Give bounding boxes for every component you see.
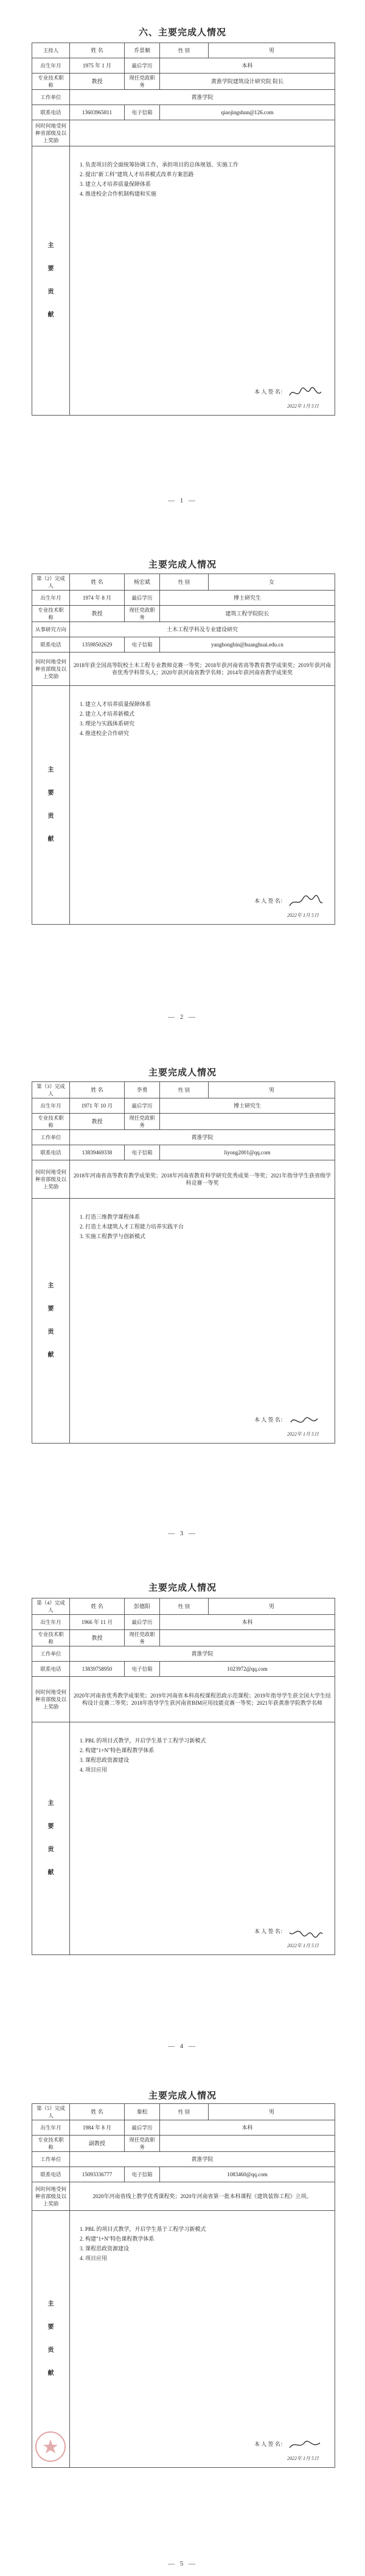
email-value: liyong2001@qq.com <box>160 1145 335 1160</box>
email-label: 电子信箱 <box>125 1662 160 1677</box>
degree-label: 最后学历 <box>125 58 160 74</box>
contribution-item: 2. 打造土木建筑人才工程能力培养实践平台 <box>80 1224 184 1230</box>
contributor-form <box>32 574 335 925</box>
post-value <box>160 2136 335 2152</box>
contribution-item: 3. 课程思政资源建设 <box>80 2245 130 2252</box>
phone-label: 联系电话 <box>32 105 70 120</box>
degree-label: 最后学历 <box>125 1615 160 1630</box>
contribution-item: 4. 项目应用 <box>80 2255 108 2261</box>
awards-value <box>70 120 335 146</box>
contribution-item: 3. 课程思政资源建设 <box>80 1757 130 1763</box>
post-label: 现任党政职 务 <box>125 1630 160 1646</box>
contribution-item: 4. 项目应用 <box>80 1767 108 1773</box>
contribution-item: 3. 理论与实践体系研究 <box>80 721 135 727</box>
page-number: — 5 — <box>168 2560 197 2567</box>
signature-date: 2022年 1月 5日 <box>287 1943 319 1948</box>
contributor-form <box>32 43 335 416</box>
contributions-list <box>80 1212 328 1241</box>
section-heading: 六、主要完成人情况 <box>138 27 226 38</box>
signature-date: 2022年 1月 5日 <box>287 1431 319 1437</box>
degree-label: 最后学历 <box>125 1098 160 1114</box>
signature-label: 本 人 签 名： <box>254 1417 286 1423</box>
title-value: 副教授 <box>70 2136 125 2152</box>
gender-value: 男 <box>209 1082 335 1098</box>
work-unit-label: 工作单位 <box>32 90 70 105</box>
contribution-item: 2. 建立人才培养新模式 <box>80 711 135 717</box>
contribution-item: 1. PBL 的项目式教学，开启学生基于工程学习新模式 <box>80 2226 206 2232</box>
post-label: 现任党政职 务 <box>125 74 160 90</box>
work-unit-value: 黄淮学院 <box>70 90 335 105</box>
signature-date: 2022年 1月 5日 <box>287 2456 319 2461</box>
name-value: 李勇 <box>125 1082 160 1098</box>
name-value: 彭德阳 <box>125 1598 160 1615</box>
signature-label: 本 人 签 名： <box>254 389 286 396</box>
title-label: 专业技术职 称 <box>32 1630 70 1646</box>
degree-label: 最后学历 <box>125 591 160 606</box>
contributions-cell <box>70 1722 335 1955</box>
phone-value: 13603965811 <box>70 105 125 120</box>
signature-row <box>70 894 335 909</box>
awards-value: 2020年河南省线上教学优秀课程奖；2020年河南省第一批本科课程《建筑装饰工程》立项。 <box>70 2182 335 2211</box>
rank-label: 第（3）完成人 <box>32 1082 70 1098</box>
birth-label: 出生年月 <box>32 1098 70 1114</box>
contributions-cell <box>70 2211 335 2468</box>
birth-value: 1971 年 10 月 <box>70 1098 125 1114</box>
degree-label: 最后学历 <box>125 2120 160 2136</box>
page-number: — 1 — <box>168 497 197 504</box>
work-unit-value: 黄淮学院 <box>70 2152 335 2167</box>
contributions-list <box>80 2224 328 2263</box>
contributions-cell <box>70 146 335 416</box>
phone-value: 13598502629 <box>70 637 125 653</box>
gender-label: 性 别 <box>160 1598 209 1615</box>
contributions-label: 主 要 贡 献 <box>32 1199 70 1444</box>
page-3 <box>0 1030 365 1546</box>
phone-label: 联系电话 <box>32 2167 70 2182</box>
awards-label: 何时何地受何种省部级及以上奖励 <box>32 1677 70 1722</box>
contributions-label: 主 要 贡 献 <box>32 2211 70 2468</box>
gender-value: 男 <box>209 1598 335 1615</box>
gender-label: 性 别 <box>160 574 209 591</box>
phone-value: 13839469338 <box>70 1145 125 1160</box>
gender-value: 女 <box>209 574 335 591</box>
work-unit-value: 黄淮学院 <box>70 1130 335 1145</box>
official-seal-icon <box>33 2430 68 2464</box>
rank-label: 第（4）完成人 <box>32 1598 70 1615</box>
degree-value: 本科 <box>160 58 335 74</box>
post-label: 现任党政职 务 <box>125 2136 160 2152</box>
post-label: 现任党政职 务 <box>125 606 160 622</box>
page-5 <box>0 2061 365 2576</box>
handwritten-signature <box>287 1924 324 1940</box>
name-field: 姓 名 <box>70 1598 125 1615</box>
signature-row <box>70 1924 335 1940</box>
degree-value: 本科 <box>160 2120 335 2136</box>
name-value: 杨宏斌 <box>125 574 160 591</box>
contributor-form <box>32 1598 335 1955</box>
contributions-label: 主 要 贡 献 <box>32 1722 70 1955</box>
contribution-item: 2. 提出"新工科"建筑人才培养模式改革方案思路 <box>80 171 194 177</box>
section-heading: 主要完成人情况 <box>148 559 217 570</box>
awards-value: 2018年获全国高等院校土木工程专业教师竞赛一等奖；2018年获河南省高等教育教学成果奖；2019年获河南省优秀学科带头人；2020年获河南省教学名师；2014年获河南省教学成果奖 <box>70 653 335 686</box>
degree-value: 本科 <box>160 1615 335 1630</box>
contribution-item: 1. 建立人才培养质量保障体系 <box>80 701 151 707</box>
phone-value: 13839758950 <box>70 1662 125 1677</box>
title-value: 教授 <box>70 1630 125 1646</box>
signature-date: 2022年 1月 5日 <box>287 913 319 918</box>
email-label: 电子信箱 <box>125 1145 160 1160</box>
signature-date: 2022年 1月 5日 <box>287 403 319 409</box>
awards-value: 2020年河南省优秀教学成果奖；2019年河南省本科高校课程思政示范课程；2019年指导学生获全国大学生结构设计竞赛二等奖；2018年指导学生获河南省BIM应用技能竞赛一等奖；2021年获黄淮学院教学名师 <box>70 1677 335 1722</box>
email-value: qiaojingshun@126.com <box>160 105 335 120</box>
contributions-cell <box>70 686 335 925</box>
name-field: 姓 名 <box>70 2104 125 2120</box>
email-label: 电子信箱 <box>125 637 160 653</box>
signature-label: 本 人 签 名： <box>254 1928 286 1935</box>
post-value: 黄淮学院建筑设计研究院 院长 <box>160 74 335 90</box>
research-field-label: 从事研究方向 <box>32 622 70 637</box>
section-heading: 主要完成人情况 <box>148 1582 217 1593</box>
phone-value: 15093336777 <box>70 2167 125 2182</box>
title-label: 专业技术职 称 <box>32 2136 70 2152</box>
signature-row <box>70 1413 335 1428</box>
birth-label: 出生年月 <box>32 1615 70 1630</box>
page-4 <box>0 1546 365 2061</box>
phone-label: 联系电话 <box>32 1145 70 1160</box>
gender-label: 性 别 <box>160 2104 209 2120</box>
contribution-item: 2. 构建"1+N"特色课程教学体系 <box>80 2236 155 2242</box>
gender-value: 男 <box>209 2104 335 2120</box>
gender-label: 性 别 <box>160 1082 209 1098</box>
contributions-label: 主 要 贡 献 <box>32 686 70 925</box>
name-value: 乔景顺 <box>125 43 160 58</box>
handwritten-signature <box>287 1413 324 1428</box>
name-value: 秦松 <box>125 2104 160 2120</box>
gender-value: 男 <box>209 43 335 58</box>
contribution-item: 4. 推进校企合作研究 <box>80 730 130 736</box>
email-label: 电子信箱 <box>125 2167 160 2182</box>
page-number: — 3 — <box>168 1530 197 1537</box>
birth-value: 1966 年 11 月 <box>70 1615 125 1630</box>
post-value: 建筑工程学院院长 <box>160 606 335 622</box>
name-field: 姓 名 <box>70 1082 125 1098</box>
email-value: yanghongbin@huanghuai.edu.cn <box>160 637 335 653</box>
signature-row <box>70 2437 335 2453</box>
awards-label: 何时何地受何种省部级及以上奖励 <box>32 653 70 686</box>
handwritten-signature <box>287 385 324 400</box>
rank-label: 第（2）完成人 <box>32 574 70 591</box>
name-field: 姓 名 <box>70 574 125 591</box>
degree-value: 博士研究生 <box>160 591 335 606</box>
title-value: 教授 <box>70 606 125 622</box>
awards-value: 2018年河南省高等教育教学成果奖；2018年河南省教育科学研究优秀成果一等奖；2021年指导学生获省级学科竞赛一等奖 <box>70 1160 335 1199</box>
contributor-form <box>32 2103 335 2468</box>
contributions-list <box>80 160 328 199</box>
handwritten-signature <box>287 894 324 909</box>
birth-label: 出生年月 <box>32 58 70 74</box>
work-unit-value: 黄淮学院 <box>70 1646 335 1662</box>
contributions-cell <box>70 1199 335 1444</box>
contribution-item: 1. 打造三维教学课程体系 <box>80 1214 141 1220</box>
signature-row <box>70 385 335 400</box>
birth-label: 出生年月 <box>32 2120 70 2136</box>
email-value: 1023972@qq.com <box>160 1662 335 1677</box>
signature-label: 本 人 签 名： <box>254 2441 286 2448</box>
handwritten-signature <box>287 2437 324 2453</box>
title-value: 教授 <box>70 1114 125 1130</box>
contribution-item: 1. 负责项目的全面统筹协调工作，承担项目的总体规划、实施工作 <box>80 162 239 168</box>
name-field: 姓 名 <box>70 43 125 58</box>
contributor-form <box>32 1081 335 1444</box>
work-unit-label: 工作单位 <box>32 1130 70 1145</box>
title-label: 专业技术职 称 <box>32 606 70 622</box>
rank-label: 第（5）完成人 <box>32 2104 70 2120</box>
signature-label: 本 人 签 名： <box>254 898 286 905</box>
birth-value: 1974 年 8 月 <box>70 591 125 606</box>
email-value: 1083460@qq.com <box>160 2167 335 2182</box>
contributions-list <box>80 1736 328 1775</box>
birth-value: 1975 年 1 月 <box>70 58 125 74</box>
work-unit-label: 工作单位 <box>32 1646 70 1662</box>
birth-value: 1984 年 8 月 <box>70 2120 125 2136</box>
post-value <box>160 1114 335 1130</box>
page-1 <box>0 0 365 515</box>
rank-label: 主持人 <box>32 43 70 58</box>
research-field-value: 土木工程学科及专业建设研究 <box>70 622 335 637</box>
birth-label: 出生年月 <box>32 591 70 606</box>
contribution-item: 2. 构建"1+N"特色课程教学体系 <box>80 1747 155 1753</box>
contribution-item: 1. PBL 的项目式教学，开启学生基于工程学习新模式 <box>80 1738 206 1744</box>
gender-label: 性 别 <box>160 43 209 58</box>
email-label: 电子信箱 <box>125 105 160 120</box>
phone-label: 联系电话 <box>32 637 70 653</box>
awards-label: 何时何地受何种省部级及以上奖励 <box>32 1160 70 1199</box>
page-2 <box>0 515 365 1030</box>
section-heading: 主要完成人情况 <box>148 1067 217 1078</box>
post-value <box>160 1630 335 1646</box>
post-label: 现任党政职 务 <box>125 1114 160 1130</box>
contribution-item: 3. 实施工程教学与创新模式 <box>80 1233 146 1239</box>
title-label: 专业技术职 称 <box>32 74 70 90</box>
section-heading: 主要完成人情况 <box>148 2090 217 2101</box>
awards-label: 何时何地受何种省部级及以上奖励 <box>32 120 70 146</box>
page-number: — 4 — <box>168 2043 197 2050</box>
title-label: 专业技术职 称 <box>32 1114 70 1130</box>
phone-label: 联系电话 <box>32 1662 70 1677</box>
contributions-list <box>80 699 328 738</box>
degree-value: 博士研究生 <box>160 1098 335 1114</box>
awards-label: 何时何地受何种省部级及以上奖励 <box>32 2182 70 2211</box>
title-value: 教授 <box>70 74 125 90</box>
page-number: — 2 — <box>168 1013 197 1021</box>
contributions-label: 主 要 贡 献 <box>32 146 70 416</box>
contribution-item: 4. 推进校企合作机制构建和实施 <box>80 191 157 197</box>
contribution-item: 3. 建立人才培养质量保障体系 <box>80 181 151 187</box>
work-unit-label: 工作单位 <box>32 2152 70 2167</box>
